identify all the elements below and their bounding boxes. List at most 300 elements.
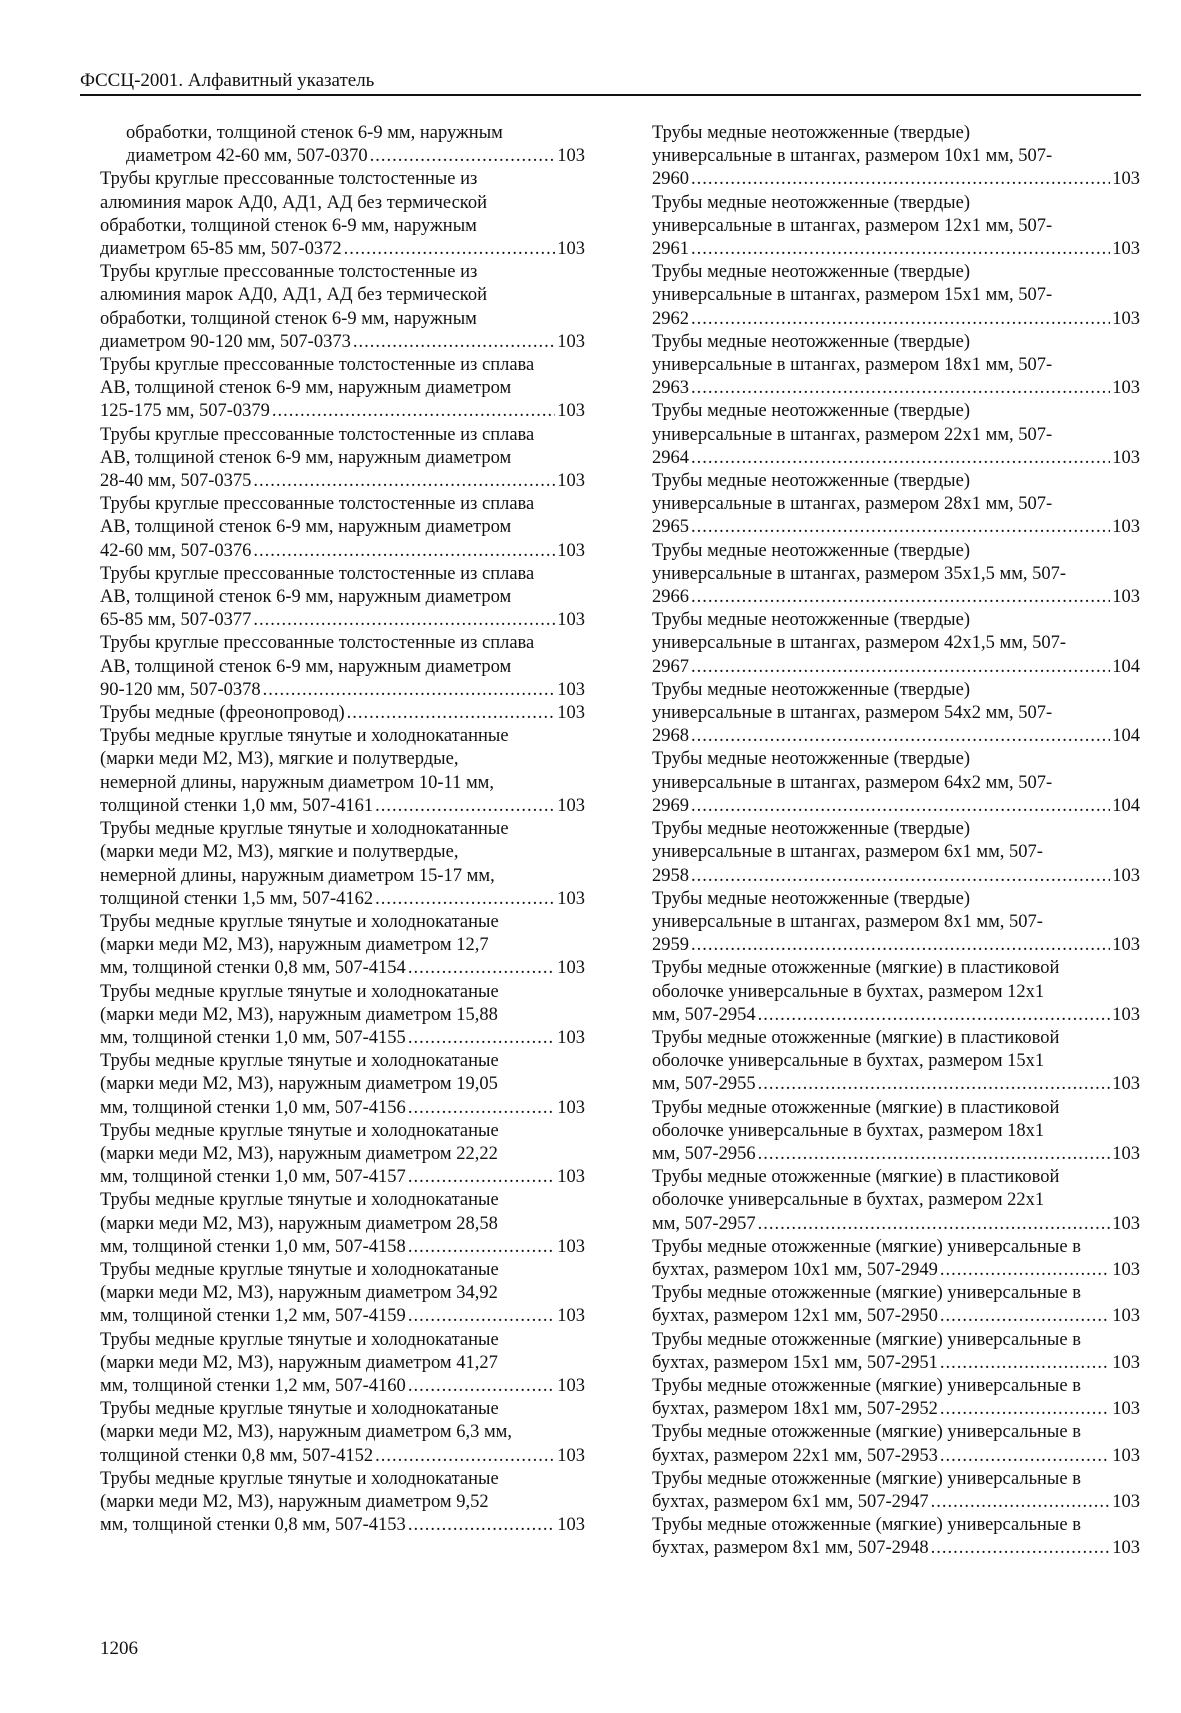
entry-line: 2963 — [652, 378, 689, 399]
entry-page-ref: 103 — [557, 958, 585, 979]
entry-last-line — [100, 1305, 585, 1328]
entry-line: (марки меди М2, М3), наружным диаметром 34,92 — [100, 1283, 498, 1304]
entry-line: Трубы круглые прессованные толстостенные из сплава — [100, 424, 535, 445]
entry-page-ref: 103 — [557, 1515, 585, 1536]
entry-line: Трубы медные отожженные (мягкие) универсальные в — [652, 1468, 1081, 1489]
entry-line: (марки меди М2, М3), наружным диаметром 19,05 — [100, 1074, 498, 1095]
dot-leader — [375, 888, 555, 911]
entry-page-ref: 103 — [1112, 1491, 1140, 1512]
header-title: ФССЦ-2001. Алфавитный указатель — [80, 70, 375, 91]
entry-line: Трубы медные неотожженные (твердые) — [652, 471, 970, 492]
entry-last-line — [652, 1537, 1140, 1560]
entry-line: Трубы медные неотожженные (твердые) — [652, 610, 970, 631]
index-entry — [652, 1329, 1140, 1375]
entry-page-ref: 103 — [1112, 378, 1140, 399]
dot-leader — [940, 1445, 1110, 1468]
entry-line: Трубы медные круглые тянутые и холоднокатанные — [100, 819, 509, 840]
entry-line: толщиной стенки 1,5 мм, 507-4162 — [100, 888, 374, 909]
entry-last-line — [100, 540, 585, 563]
index-entry — [652, 540, 1140, 610]
right-column — [652, 122, 1140, 1561]
index-entry — [100, 1259, 585, 1329]
entry-line: универсальные в штангах, размером 6x1 мм, 507- — [652, 842, 1043, 863]
entry-line: Трубы медные круглые тянутые и холоднокатанные — [100, 726, 509, 747]
entry-line: универсальные в штангах, размером 18x1 мм, 507- — [652, 355, 1053, 376]
entry-page-ref: 103 — [1112, 1538, 1140, 1559]
index-entry — [100, 725, 585, 818]
entry-line: 2958 — [652, 865, 689, 886]
entry-line: алюминия марок АД0, АД1, АД без термической — [100, 192, 487, 213]
dot-leader — [940, 1259, 1110, 1282]
entry-line: мм, толщиной стенки 1,0 мм, 507-4156 — [100, 1097, 406, 1118]
index-entry — [100, 1189, 585, 1259]
entry-last-line — [100, 1097, 585, 1120]
entry-page-ref: 103 — [1112, 447, 1140, 468]
entry-line: Трубы круглые прессованные толстостенные из сплава — [100, 633, 535, 654]
index-entry — [100, 563, 585, 633]
entry-last-line — [652, 238, 1140, 261]
entry-line: Трубы медные неотожженные (твердые) — [652, 679, 970, 700]
entry-last-line — [100, 331, 585, 354]
entry-line: алюминия марок АД0, АД1, АД без термической — [100, 285, 487, 306]
entry-last-line — [652, 795, 1140, 818]
index-entry — [100, 818, 585, 911]
entry-line: 2962 — [652, 308, 689, 329]
dot-leader — [691, 168, 1110, 191]
entry-page-ref: 103 — [557, 540, 585, 561]
entry-line: Трубы медные неотожженные (твердые) — [652, 262, 970, 283]
entry-line: бухтах, размером 22x1 мм, 507-2953 — [652, 1445, 938, 1466]
index-entry — [652, 192, 1140, 262]
entry-line: обработки, толщиной стенок 6-9 мм, наружным — [126, 123, 503, 143]
entry-line: Трубы медные круглые тянутые и холоднокатаные — [100, 1329, 499, 1350]
dot-leader — [263, 679, 556, 702]
entry-line: оболочке универсальные в бухтах, размером 12x1 — [652, 981, 1045, 1002]
entry-page-ref: 103 — [1112, 865, 1140, 886]
dot-leader — [272, 400, 555, 423]
entry-line: универсальные в штангах, размером 28x1 мм, 507- — [652, 494, 1053, 515]
entry-page-ref: 103 — [1112, 239, 1140, 260]
dot-leader — [758, 1143, 1111, 1166]
entry-line: мм, толщиной стенки 1,0 мм, 507-4158 — [100, 1236, 406, 1257]
entry-line: мм, 507-2954 — [652, 1004, 756, 1025]
entry-page-ref: 103 — [557, 1236, 585, 1257]
entry-line: Трубы медные круглые тянутые и холоднокатаные — [100, 1468, 499, 1489]
entry-page-ref: 103 — [1112, 1306, 1140, 1327]
entry-last-line — [652, 377, 1140, 400]
dot-leader — [691, 865, 1110, 888]
entry-line: Трубы медные отожженные (мягкие) в пластиковой — [652, 1097, 1060, 1118]
dot-leader — [408, 1514, 555, 1537]
dot-leader — [370, 145, 556, 168]
entry-page-ref: 103 — [557, 888, 585, 909]
entry-line: Трубы медные неотожженные (твердые) — [652, 192, 970, 213]
entry-line: немерной длины, наружным диаметром 15-17 мм, — [100, 865, 495, 886]
entry-page-ref: 103 — [557, 1167, 585, 1188]
dot-leader — [408, 1375, 555, 1398]
entry-line: (марки меди М2, М3), наружным диаметром 41,27 — [100, 1352, 498, 1373]
entry-line: (марки меди М2, М3), наружным диаметром 28,58 — [100, 1213, 498, 1234]
index-entry — [100, 702, 585, 725]
entry-last-line — [100, 679, 585, 702]
entry-line: Трубы медные круглые тянутые и холоднокатаные — [100, 1120, 499, 1141]
index-entry — [100, 1120, 585, 1190]
dot-leader — [347, 702, 556, 725]
dot-leader — [940, 1352, 1110, 1375]
entry-line: АВ, толщиной стенок 6-9 мм, наружным диаметром — [100, 517, 512, 538]
entry-line: 42-60 мм, 507-0376 — [100, 540, 252, 561]
entry-last-line — [652, 1143, 1140, 1166]
entry-page-ref: 103 — [1112, 935, 1140, 956]
entry-line: Трубы круглые прессованные толстостенные из сплава — [100, 494, 535, 515]
index-entry — [652, 1097, 1140, 1167]
entry-page-ref: 103 — [557, 146, 585, 167]
index-entry — [652, 1375, 1140, 1421]
page-number: 1206 — [100, 1638, 138, 1659]
entry-last-line — [652, 1073, 1140, 1096]
entry-last-line — [100, 1027, 585, 1050]
entry-page-ref: 103 — [1112, 1445, 1140, 1466]
entry-last-line — [100, 795, 585, 818]
entry-line: бухтах, размером 8x1 мм, 507-2948 — [652, 1538, 929, 1559]
entry-line: Трубы медные отожженные (мягкие) в пластиковой — [652, 1167, 1060, 1188]
entry-page-ref: 103 — [557, 1027, 585, 1048]
entry-line: диаметром 65-85 мм, 507-0372 — [100, 239, 342, 260]
index-entry — [100, 354, 585, 424]
dot-leader — [691, 656, 1110, 679]
dot-leader — [691, 308, 1110, 331]
left-column — [100, 122, 585, 1537]
entry-line: толщиной стенки 0,8 мм, 507-4152 — [100, 1445, 374, 1466]
dot-leader — [758, 1213, 1111, 1236]
index-entry — [652, 1166, 1140, 1236]
entry-line: универсальные в штангах, размером 10x1 мм, 507- — [652, 146, 1053, 167]
index-entry — [652, 261, 1140, 331]
entry-line: оболочке универсальные в бухтах, размером 22x1 — [652, 1190, 1045, 1211]
index-entry — [100, 632, 585, 702]
index-entry — [100, 424, 585, 494]
dot-leader — [691, 447, 1110, 470]
entry-line: мм, 507-2955 — [652, 1074, 756, 1095]
entry-last-line — [652, 865, 1140, 888]
dot-leader — [253, 470, 555, 493]
entry-page-ref: 103 — [1112, 308, 1140, 329]
entry-line: мм, толщиной стенки 0,8 мм, 507-4153 — [100, 1515, 406, 1536]
entry-line: Трубы медные круглые тянутые и холоднокатаные — [100, 1190, 499, 1211]
entry-page-ref: 103 — [557, 679, 585, 700]
entry-last-line — [652, 168, 1140, 191]
entry-line: Трубы медные (фреонопровод) — [100, 703, 345, 724]
entry-page-ref: 103 — [557, 1097, 585, 1118]
entry-line: оболочке универсальные в бухтах, размером 15x1 — [652, 1051, 1045, 1072]
entry-last-line — [652, 1213, 1140, 1236]
dot-leader — [691, 238, 1110, 261]
entry-line: 2968 — [652, 726, 689, 747]
entry-line: универсальные в штангах, размером 22x1 мм, 507- — [652, 424, 1053, 445]
entry-line: 2967 — [652, 656, 689, 677]
index-entry — [100, 1329, 585, 1399]
entry-line: (марки меди М2, М3), наружным диаметром 22,22 — [100, 1143, 498, 1164]
entry-line: Трубы медные неотожженные (твердые) — [652, 540, 970, 561]
entry-last-line — [652, 1259, 1140, 1282]
entry-line: 125-175 мм, 507-0379 — [100, 401, 270, 422]
entry-line: (марки меди М2, М3), наружным диаметром 15,88 — [100, 1004, 498, 1025]
entry-line: универсальные в штангах, размером 42x1,5 мм, 507- — [652, 633, 1067, 654]
index-entry — [100, 1398, 585, 1468]
entry-last-line — [652, 447, 1140, 470]
entry-last-line — [100, 400, 585, 423]
index-entry — [652, 122, 1140, 192]
index-entry — [652, 1027, 1140, 1097]
entry-line: Трубы медные отожженные (мягкие) универсальные в — [652, 1375, 1081, 1396]
entry-line: Трубы круглые прессованные толстостенные из — [100, 169, 478, 190]
entry-line: Трубы медные отожженные (мягкие) универсальные в — [652, 1236, 1081, 1257]
dot-leader — [408, 1097, 555, 1120]
entry-page-ref: 103 — [557, 401, 585, 422]
entry-last-line — [100, 1514, 585, 1537]
entry-last-line — [652, 656, 1140, 679]
entry-line: Трубы медные отожженные (мягкие) универсальные в — [652, 1422, 1081, 1443]
index-entry — [652, 400, 1140, 470]
entry-line: (марки меди М2, М3), мягкие и полутвердые, — [100, 842, 459, 863]
index-entry — [652, 748, 1140, 818]
entry-line: 2965 — [652, 517, 689, 538]
entry-last-line — [652, 308, 1140, 331]
dot-leader — [344, 238, 556, 261]
entry-page-ref: 103 — [1112, 1352, 1140, 1373]
dot-leader — [691, 586, 1110, 609]
entry-line: бухтах, размером 12x1 мм, 507-2950 — [652, 1306, 938, 1327]
entry-line: немерной длины, наружным диаметром 10-11 мм, — [100, 772, 495, 793]
entry-line: Трубы медные отожженные (мягкие) универсальные в — [652, 1283, 1081, 1304]
dot-leader — [691, 516, 1110, 539]
index-entry — [652, 1468, 1140, 1514]
entry-line: Трубы медные неотожженные (твердые) — [652, 749, 970, 770]
entry-line: бухтах, размером 15x1 мм, 507-2951 — [652, 1352, 938, 1373]
entry-page-ref: 103 — [557, 1375, 585, 1396]
index-entry — [100, 981, 585, 1051]
index-entry — [652, 957, 1140, 1027]
dot-leader — [691, 377, 1110, 400]
dot-leader — [253, 609, 555, 632]
index-entry — [100, 168, 585, 261]
dot-leader — [940, 1398, 1110, 1421]
index-entry — [652, 1421, 1140, 1467]
dot-leader — [408, 1305, 555, 1328]
entry-line: 2960 — [652, 169, 689, 190]
dot-leader — [408, 957, 555, 980]
index-entry — [652, 609, 1140, 679]
entry-line: Трубы медные неотожженные (твердые) — [652, 123, 970, 143]
entry-line: универсальные в штангах, размером 64x2 мм, 507- — [652, 772, 1053, 793]
index-entry — [652, 331, 1140, 401]
entry-last-line — [652, 1398, 1140, 1421]
entry-line: АВ, толщиной стенок 6-9 мм, наружным диаметром — [100, 587, 512, 608]
index-entry — [652, 1282, 1140, 1328]
entry-line: универсальные в штангах, размером 8x1 мм, 507- — [652, 911, 1043, 932]
entry-line: Трубы медные неотожженные (твердые) — [652, 888, 970, 909]
entry-last-line — [100, 1236, 585, 1259]
index-entry — [100, 1050, 585, 1120]
entry-last-line — [652, 1491, 1140, 1514]
entry-line: Трубы медные круглые тянутые и холоднокатаные — [100, 1399, 499, 1420]
entry-line: толщиной стенки 1,0 мм, 507-4161 — [100, 795, 374, 816]
dot-leader — [931, 1491, 1111, 1514]
index-entry — [100, 911, 585, 981]
entry-line: бухтах, размером 6x1 мм, 507-2947 — [652, 1491, 929, 1512]
entry-line: мм, толщиной стенки 0,8 мм, 507-4154 — [100, 958, 406, 979]
entry-line: 28-40 мм, 507-0375 — [100, 471, 252, 492]
entry-line: мм, толщиной стенки 1,0 мм, 507-4157 — [100, 1167, 406, 1188]
dot-leader — [408, 1166, 555, 1189]
entry-line: (марки меди М2, М3), наружным диаметром 6,3 мм, — [100, 1422, 512, 1443]
entry-last-line — [652, 1004, 1140, 1027]
entry-line: 2969 — [652, 795, 689, 816]
page-header — [80, 70, 1141, 96]
entry-page-ref: 103 — [557, 1306, 585, 1327]
entry-line: мм, 507-2957 — [652, 1213, 756, 1234]
entry-line: (марки меди М2, М3), наружным диаметром 12,7 — [100, 935, 489, 956]
dot-leader — [408, 1027, 555, 1050]
entry-line: универсальные в штангах, размером 54x2 мм, 507- — [652, 703, 1053, 724]
entry-page-ref: 103 — [1112, 1004, 1140, 1025]
entry-last-line — [126, 145, 585, 168]
entry-line: Трубы медные круглые тянутые и холоднокатаные — [100, 911, 499, 932]
entry-line: 65-85 мм, 507-0377 — [100, 610, 252, 631]
dot-leader — [353, 331, 555, 354]
entry-line: диаметром 42-60 мм, 507-0370 — [126, 146, 368, 167]
entry-page-ref: 103 — [557, 471, 585, 492]
entry-line: Трубы медные круглые тянутые и холоднокатаные — [100, 1259, 499, 1280]
index-entry — [652, 470, 1140, 540]
entry-line: Трубы круглые прессованные толстостенные из сплава — [100, 563, 535, 584]
entry-line: мм, 507-2956 — [652, 1143, 756, 1164]
dot-leader — [408, 1236, 555, 1259]
entry-last-line — [100, 238, 585, 261]
entry-line: Трубы медные отожженные (мягкие) в пластиковой — [652, 958, 1060, 979]
entry-page-ref: 103 — [1112, 169, 1140, 190]
entry-line: Трубы круглые прессованные толстостенные из сплава — [100, 355, 535, 376]
dot-leader — [375, 1445, 555, 1468]
dot-leader — [375, 795, 555, 818]
dot-leader — [691, 725, 1110, 748]
entry-line: АВ, толщиной стенок 6-9 мм, наружным диаметром — [100, 378, 512, 399]
entry-line: 90-120 мм, 507-0378 — [100, 679, 261, 700]
entry-last-line — [100, 702, 585, 725]
index-entry — [652, 818, 1140, 888]
entry-page-ref: 103 — [1112, 1213, 1140, 1234]
entry-page-ref: 104 — [1112, 656, 1140, 677]
entry-last-line — [100, 470, 585, 493]
index-entry — [100, 1468, 585, 1538]
entry-line: универсальные в штангах, размером 12x1 мм, 507- — [652, 215, 1053, 236]
entry-line: бухтах, размером 18x1 мм, 507-2952 — [652, 1399, 938, 1420]
index-entry — [100, 261, 585, 354]
entry-line: 2964 — [652, 447, 689, 468]
index-entry — [100, 493, 585, 563]
dot-leader — [940, 1305, 1110, 1328]
entry-line: АВ, толщиной стенок 6-9 мм, наружным диаметром — [100, 447, 512, 468]
entry-line: (марки меди М2, М3), мягкие и полутвердые, — [100, 749, 459, 770]
entry-line: универсальные в штангах, размером 35x1,5 мм, 507- — [652, 563, 1067, 584]
entry-last-line — [652, 586, 1140, 609]
entry-line: Трубы медные неотожженные (твердые) — [652, 819, 970, 840]
entry-last-line — [652, 725, 1140, 748]
entry-line: обработки, толщиной стенок 6-9 мм, наружным — [100, 308, 477, 329]
entry-page-ref: 103 — [1112, 1399, 1140, 1420]
entry-last-line — [100, 1445, 585, 1468]
entry-last-line — [652, 1445, 1140, 1468]
entry-line: обработки, толщиной стенок 6-9 мм, наружным — [100, 215, 477, 236]
entry-page-ref: 103 — [557, 703, 585, 724]
entry-page-ref: 103 — [1112, 1259, 1140, 1280]
entry-last-line — [652, 1352, 1140, 1375]
entry-line: Трубы круглые прессованные толстостенные из — [100, 262, 478, 283]
entry-page-ref: 103 — [1112, 587, 1140, 608]
entry-line: бухтах, размером 10x1 мм, 507-2949 — [652, 1259, 938, 1280]
entry-last-line — [100, 888, 585, 911]
entry-page-ref: 103 — [1112, 1074, 1140, 1095]
entry-last-line — [100, 957, 585, 980]
entry-last-line — [652, 934, 1140, 957]
entry-line: 2966 — [652, 587, 689, 608]
entry-line: 2959 — [652, 935, 689, 956]
dot-leader — [691, 934, 1110, 957]
dot-leader — [931, 1537, 1111, 1560]
entry-line: мм, толщиной стенки 1,2 мм, 507-4160 — [100, 1375, 406, 1396]
entry-last-line — [100, 1166, 585, 1189]
dot-leader — [253, 540, 555, 563]
entry-line: Трубы медные круглые тянутые и холоднокатаные — [100, 981, 499, 1002]
entry-page-ref: 103 — [1112, 517, 1140, 538]
index-entry — [652, 888, 1140, 958]
entry-line: мм, толщиной стенки 1,2 мм, 507-4159 — [100, 1306, 406, 1327]
entry-page-ref: 104 — [1112, 726, 1140, 747]
entry-line: АВ, толщиной стенок 6-9 мм, наружным диаметром — [100, 656, 512, 677]
entry-line: (марки меди М2, М3), наружным диаметром 9,52 — [100, 1491, 489, 1512]
entry-line: мм, толщиной стенки 1,0 мм, 507-4155 — [100, 1027, 406, 1048]
entry-line: оболочке универсальные в бухтах, размером 18x1 — [652, 1120, 1045, 1141]
entry-line: Трубы медные неотожженные (твердые) — [652, 401, 970, 422]
entry-line: Трубы медные отожженные (мягкие) универсальные в — [652, 1515, 1081, 1536]
entry-line: Трубы медные круглые тянутые и холоднокатаные — [100, 1051, 499, 1072]
index-entry — [100, 122, 585, 168]
entry-page-ref: 103 — [557, 331, 585, 352]
dot-leader — [758, 1004, 1111, 1027]
entry-page-ref: 103 — [557, 610, 585, 631]
entry-line: Трубы медные отожженные (мягкие) в пластиковой — [652, 1027, 1060, 1048]
entry-page-ref: 103 — [557, 795, 585, 816]
entry-last-line — [100, 609, 585, 632]
entry-last-line — [652, 1305, 1140, 1328]
entry-line: 2961 — [652, 239, 689, 260]
entry-line: Трубы медные отожженные (мягкие) универсальные в — [652, 1329, 1081, 1350]
entry-page-ref: 104 — [1112, 795, 1140, 816]
entry-page-ref: 103 — [1112, 1143, 1140, 1164]
entry-line: Трубы медные неотожженные (твердые) — [652, 331, 970, 352]
entry-line: диаметром 90-120 мм, 507-0373 — [100, 331, 351, 352]
dot-leader — [691, 795, 1110, 818]
index-entry — [652, 1236, 1140, 1282]
index-entry — [652, 1514, 1140, 1560]
entry-line: универсальные в штангах, размером 15x1 мм, 507- — [652, 285, 1053, 306]
entry-page-ref: 103 — [557, 1445, 585, 1466]
entry-page-ref: 103 — [557, 239, 585, 260]
entry-last-line — [100, 1375, 585, 1398]
entry-last-line — [652, 516, 1140, 539]
dot-leader — [758, 1073, 1111, 1096]
index-entry — [652, 679, 1140, 749]
